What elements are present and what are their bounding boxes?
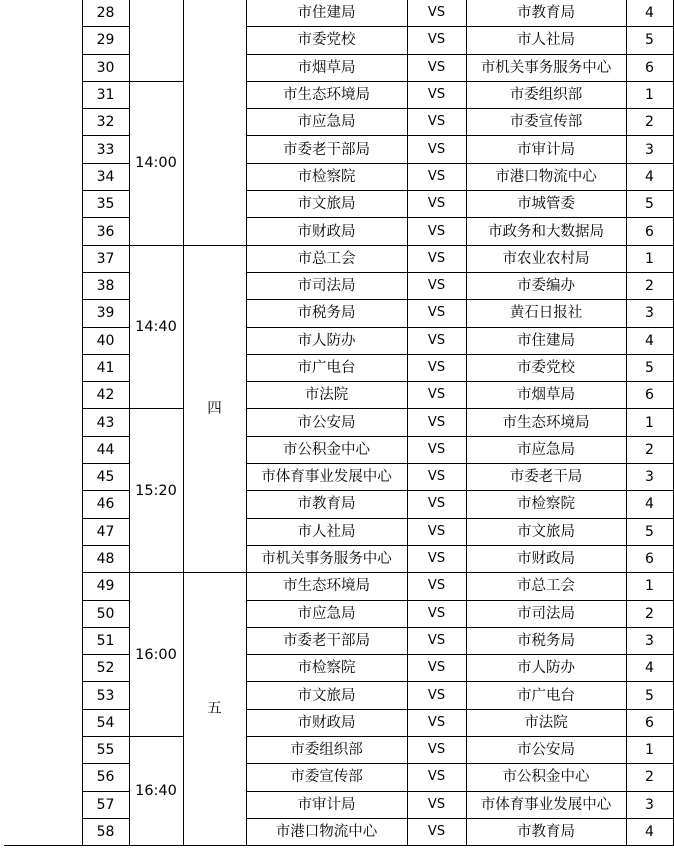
table-row [4, 655, 673, 682]
court-number-cell: 6 [626, 218, 673, 245]
vs-cell: VS [407, 218, 466, 245]
away-team-cell: 市机关事务服务中心 [466, 54, 626, 81]
away-team-cell: 市应急局 [466, 436, 626, 463]
time-slot-cell: 15:20 [129, 409, 183, 573]
table-row [4, 245, 673, 272]
table-row [4, 409, 673, 436]
vs-cell: VS [407, 818, 466, 845]
vs-cell: VS [407, 545, 466, 572]
vs-cell: VS [407, 272, 466, 299]
home-team-cell: 市烟草局 [246, 54, 407, 81]
away-team-cell: 市总工会 [466, 573, 626, 600]
table-row [4, 191, 673, 218]
home-team-cell: 市文旅局 [246, 191, 407, 218]
court-number-cell: 1 [626, 737, 673, 764]
time-slot-cell [129, 0, 183, 81]
table-row [4, 600, 673, 627]
vs-cell: VS [407, 573, 466, 600]
court-number-cell: 5 [626, 682, 673, 709]
match-number-cell: 45 [82, 464, 129, 491]
home-team-cell: 市审计局 [246, 791, 407, 818]
table-row [4, 518, 673, 545]
match-number-cell: 49 [82, 573, 129, 600]
away-team-cell: 市司法局 [466, 600, 626, 627]
home-team-cell: 市教育局 [246, 491, 407, 518]
match-number-cell: 35 [82, 191, 129, 218]
court-number-cell: 3 [626, 791, 673, 818]
match-number-cell: 33 [82, 136, 129, 163]
match-number-cell: 42 [82, 382, 129, 409]
vs-cell: VS [407, 436, 466, 463]
table-row [4, 436, 673, 463]
table-row [4, 573, 673, 600]
away-team-cell: 市体育事业发展中心 [466, 791, 626, 818]
vs-cell: VS [407, 491, 466, 518]
table-row [4, 81, 673, 108]
table-row [4, 382, 673, 409]
table-row [4, 272, 673, 299]
court-number-cell: 4 [626, 327, 673, 354]
away-team-cell: 市广电台 [466, 682, 626, 709]
match-number-cell: 31 [82, 81, 129, 108]
vs-cell: VS [407, 464, 466, 491]
home-team-cell: 市广电台 [246, 354, 407, 381]
match-number-cell: 52 [82, 655, 129, 682]
away-team-cell: 市农业农村局 [466, 245, 626, 272]
match-number-cell: 34 [82, 163, 129, 190]
court-number-cell: 1 [626, 81, 673, 108]
home-team-cell: 市财政局 [246, 709, 407, 736]
home-team-cell: 市人社局 [246, 518, 407, 545]
vs-cell: VS [407, 382, 466, 409]
away-team-cell: 市委党校 [466, 354, 626, 381]
home-team-cell: 市委老干部局 [246, 136, 407, 163]
home-team-cell: 市委老干部局 [246, 627, 407, 654]
match-number-cell: 29 [82, 27, 129, 54]
court-number-cell: 2 [626, 109, 673, 136]
vs-cell: VS [407, 109, 466, 136]
match-number-cell: 57 [82, 791, 129, 818]
home-team-cell: 市人防办 [246, 327, 407, 354]
court-number-cell: 4 [626, 491, 673, 518]
court-number-cell: 5 [626, 518, 673, 545]
match-number-cell: 48 [82, 545, 129, 572]
time-slot-cell: 16:40 [129, 737, 183, 846]
table-row [4, 491, 673, 518]
court-number-cell: 4 [626, 163, 673, 190]
vs-cell: VS [407, 737, 466, 764]
vs-cell: VS [407, 354, 466, 381]
away-team-cell: 市政务和大数据局 [466, 218, 626, 245]
table-row [4, 464, 673, 491]
vs-cell: VS [407, 655, 466, 682]
away-team-cell: 市人防办 [466, 655, 626, 682]
court-number-cell: 2 [626, 764, 673, 791]
time-slot-cell: 14:40 [129, 245, 183, 409]
court-number-cell: 4 [626, 818, 673, 845]
vs-cell: VS [407, 682, 466, 709]
match-number-cell: 58 [82, 818, 129, 845]
court-number-cell: 3 [626, 464, 673, 491]
match-number-cell: 37 [82, 245, 129, 272]
away-team-cell: 市住建局 [466, 327, 626, 354]
vs-cell: VS [407, 709, 466, 736]
match-number-cell: 32 [82, 109, 129, 136]
vs-cell: VS [407, 791, 466, 818]
court-number-cell: 2 [626, 600, 673, 627]
court-number-cell: 6 [626, 709, 673, 736]
vs-cell: VS [407, 81, 466, 108]
home-team-cell: 市法院 [246, 382, 407, 409]
table-row [4, 109, 673, 136]
away-team-cell: 市委宣传部 [466, 109, 626, 136]
away-team-cell: 黄石日报社 [466, 300, 626, 327]
table-row [4, 818, 673, 845]
table-row [4, 791, 673, 818]
match-number-cell: 50 [82, 600, 129, 627]
day-cell [183, 0, 246, 245]
court-number-cell: 5 [626, 27, 673, 54]
table-row [4, 627, 673, 654]
court-number-cell: 5 [626, 191, 673, 218]
court-number-cell: 1 [626, 409, 673, 436]
home-team-cell: 市应急局 [246, 600, 407, 627]
match-number-cell: 53 [82, 682, 129, 709]
court-number-cell: 2 [626, 272, 673, 299]
home-team-cell: 市文旅局 [246, 682, 407, 709]
home-team-cell: 市体育事业发展中心 [246, 464, 407, 491]
match-number-cell: 55 [82, 737, 129, 764]
court-number-cell: 6 [626, 54, 673, 81]
home-team-cell: 市检察院 [246, 163, 407, 190]
day-cell: 五 [183, 573, 246, 846]
time-slot-cell: 16:00 [129, 573, 183, 737]
match-number-cell: 38 [82, 272, 129, 299]
away-team-cell: 市生态环境局 [466, 409, 626, 436]
home-team-cell: 市生态环境局 [246, 81, 407, 108]
match-number-cell: 41 [82, 354, 129, 381]
home-team-cell: 市委组织部 [246, 737, 407, 764]
home-team-cell: 市公积金中心 [246, 436, 407, 463]
table-row [4, 54, 673, 81]
away-team-cell: 市人社局 [466, 27, 626, 54]
court-number-cell: 3 [626, 300, 673, 327]
home-team-cell: 市应急局 [246, 109, 407, 136]
court-number-cell: 6 [626, 382, 673, 409]
court-number-cell: 1 [626, 573, 673, 600]
away-team-cell: 市文旅局 [466, 518, 626, 545]
match-number-cell: 46 [82, 491, 129, 518]
table-row [4, 682, 673, 709]
home-team-cell: 市港口物流中心 [246, 818, 407, 845]
table-row [4, 545, 673, 572]
away-team-cell: 市审计局 [466, 136, 626, 163]
schedule-body [4, 0, 673, 846]
match-number-cell: 51 [82, 627, 129, 654]
court-number-cell: 5 [626, 354, 673, 381]
vs-cell: VS [407, 327, 466, 354]
vs-cell: VS [407, 136, 466, 163]
vs-cell: VS [407, 163, 466, 190]
home-team-cell: 市生态环境局 [246, 573, 407, 600]
match-number-cell: 28 [82, 0, 129, 27]
home-team-cell: 市机关事务服务中心 [246, 545, 407, 572]
home-team-cell: 市总工会 [246, 245, 407, 272]
match-schedule-table [4, 0, 674, 846]
vs-cell: VS [407, 409, 466, 436]
match-number-cell: 47 [82, 518, 129, 545]
court-number-cell: 4 [626, 655, 673, 682]
home-team-cell: 市住建局 [246, 0, 407, 27]
blank-cell [4, 0, 82, 846]
away-team-cell: 市公安局 [466, 737, 626, 764]
table-row [4, 300, 673, 327]
table-row [4, 764, 673, 791]
match-number-cell: 40 [82, 327, 129, 354]
home-team-cell: 市司法局 [246, 272, 407, 299]
table-row [4, 163, 673, 190]
away-team-cell: 市教育局 [466, 0, 626, 27]
away-team-cell: 市委编办 [466, 272, 626, 299]
away-team-cell: 市教育局 [466, 818, 626, 845]
home-team-cell: 市财政局 [246, 218, 407, 245]
home-team-cell: 市委宣传部 [246, 764, 407, 791]
vs-cell: VS [407, 54, 466, 81]
away-team-cell: 市委老干局 [466, 464, 626, 491]
court-number-cell: 3 [626, 627, 673, 654]
vs-cell: VS [407, 27, 466, 54]
table-row [4, 136, 673, 163]
match-number-cell: 56 [82, 764, 129, 791]
home-team-cell: 市税务局 [246, 300, 407, 327]
court-number-cell: 4 [626, 0, 673, 27]
away-team-cell: 市检察院 [466, 491, 626, 518]
court-number-cell: 2 [626, 436, 673, 463]
away-team-cell: 市税务局 [466, 627, 626, 654]
match-number-cell: 54 [82, 709, 129, 736]
table-row [4, 0, 673, 27]
match-number-cell: 39 [82, 300, 129, 327]
vs-cell: VS [407, 191, 466, 218]
table-row [4, 354, 673, 381]
match-number-cell: 43 [82, 409, 129, 436]
vs-cell: VS [407, 764, 466, 791]
away-team-cell: 市财政局 [466, 545, 626, 572]
table-row [4, 327, 673, 354]
home-team-cell: 市委党校 [246, 27, 407, 54]
match-number-cell: 30 [82, 54, 129, 81]
time-slot-cell: 14:00 [129, 81, 183, 245]
table-row [4, 709, 673, 736]
vs-cell: VS [407, 627, 466, 654]
table-row [4, 218, 673, 245]
table-row [4, 27, 673, 54]
vs-cell: VS [407, 518, 466, 545]
match-number-cell: 36 [82, 218, 129, 245]
vs-cell: VS [407, 245, 466, 272]
court-number-cell: 6 [626, 545, 673, 572]
away-team-cell: 市委组织部 [466, 81, 626, 108]
away-team-cell: 市法院 [466, 709, 626, 736]
away-team-cell: 市公积金中心 [466, 764, 626, 791]
away-team-cell: 市烟草局 [466, 382, 626, 409]
home-team-cell: 市检察院 [246, 655, 407, 682]
away-team-cell: 市城管委 [466, 191, 626, 218]
court-number-cell: 3 [626, 136, 673, 163]
vs-cell: VS [407, 0, 466, 27]
table-row [4, 737, 673, 764]
match-number-cell: 44 [82, 436, 129, 463]
vs-cell: VS [407, 300, 466, 327]
home-team-cell: 市公安局 [246, 409, 407, 436]
day-cell: 四 [183, 245, 246, 573]
away-team-cell: 市港口物流中心 [466, 163, 626, 190]
vs-cell: VS [407, 600, 466, 627]
court-number-cell: 1 [626, 245, 673, 272]
